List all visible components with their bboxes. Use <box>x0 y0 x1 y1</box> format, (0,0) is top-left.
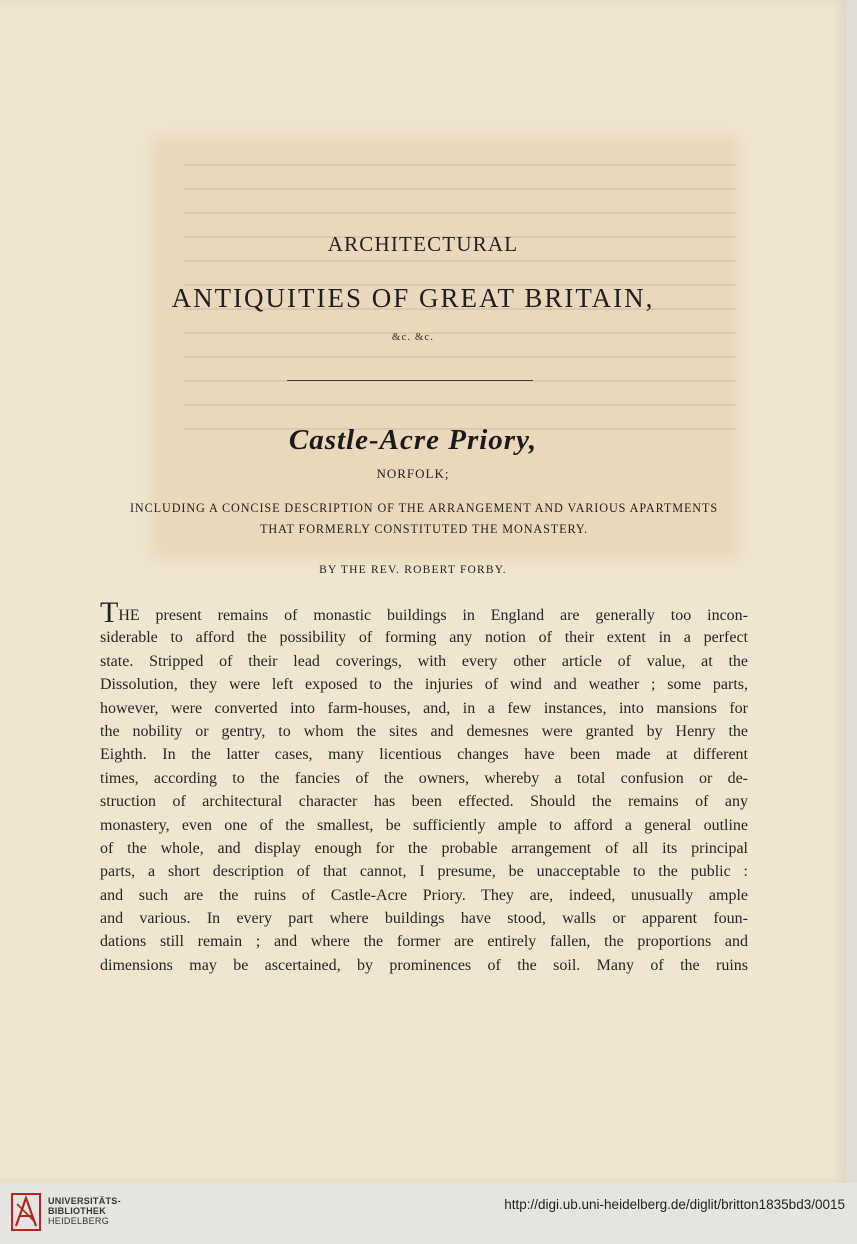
body-line <box>100 954 748 977</box>
body-line <box>100 626 748 649</box>
drop-cap: T <box>100 596 119 629</box>
body-line-text: Dissolution, they were left exposed to the injuries of wind and weather ; some parts, <box>100 676 748 694</box>
including-line-1: INCLUDING A CONCISE DESCRIPTION OF THE ARRANGEMENT AND VARIOUS APARTMENTS <box>129 501 719 515</box>
body-line <box>100 790 748 813</box>
title-antiquities: ANTIQUITIES OF GREAT BRITAIN, <box>171 283 655 313</box>
body-line-text: state. Stripped of their lead coverings, with every other article of value, at the <box>100 652 748 670</box>
source-url-link[interactable]: http://digi.ub.uni-heidelberg.de/diglit/britton1835bd3/0015 <box>504 1197 845 1212</box>
body-line-text: and such are the ruins of Castle-Acre Priory. They are, indeed, unusually ample <box>100 886 748 904</box>
body-line <box>100 884 748 907</box>
footer-bar <box>0 1183 857 1244</box>
title-etc: &c. &c. <box>391 331 435 343</box>
body-text <box>100 596 748 977</box>
page-edge <box>846 0 857 1183</box>
body-line-text: monastery, even one of the smallest, be sufficiently ample to afford a general outline <box>100 816 748 834</box>
divider-rule <box>287 380 533 381</box>
body-line-text: dimensions may be ascertained, by prominences of the soil. Many of the ruins <box>100 956 748 974</box>
body-line-text: parts, a short description of that cannot, I presume, be unacceptable to the public : <box>100 863 748 881</box>
body-line <box>100 930 748 953</box>
body-line-text: the nobility or gentry, to whom the sites and demesnes were granted by Henry the <box>100 722 748 740</box>
body-line-text: times, according to the fancies of the owners, whereby a total confusion or de- <box>100 769 748 787</box>
body-line <box>100 697 748 720</box>
body-line-text: dations still remain ; and where the former are entirely fallen, the proportions and <box>100 933 748 951</box>
body-line <box>100 837 748 860</box>
body-line-text: HE present remains of monastic buildings in England are generally too incon- <box>118 607 748 624</box>
library-line-2: BIBLIOTHEK <box>48 1206 106 1216</box>
body-line <box>100 767 748 790</box>
body-line <box>100 720 748 743</box>
library-logo-icon <box>11 1192 41 1232</box>
body-line-text: however, were converted into farm-houses, and, in a few instances, into mansions for <box>100 699 748 717</box>
body-line <box>100 907 748 930</box>
body-line <box>100 743 748 766</box>
priory-title: Castle-Acre Priory, <box>288 424 538 456</box>
body-line-text: struction of architectural character has been effected. Should the remains of any <box>100 793 748 811</box>
body-line <box>100 814 748 837</box>
body-line-text: Eighth. In the latter cases, many licentious changes have been made at different <box>100 746 748 764</box>
library-line-3: HEIDELBERG <box>48 1216 110 1226</box>
body-line <box>100 596 748 629</box>
body-line <box>100 650 748 673</box>
body-line-text: of the whole, and display enough for the probable arrangement of all its principal <box>100 839 748 857</box>
body-line <box>100 860 748 883</box>
body-line <box>100 673 748 696</box>
county-label: NORFOLK; <box>376 466 450 481</box>
title-architectural: ARCHITECTURAL <box>327 232 519 256</box>
author-line: BY THE REV. ROBERT FORBY. <box>319 564 507 576</box>
including-line-2: THAT FORMERLY CONSTITUTED THE MONASTERY. <box>260 522 588 536</box>
body-line-text: and various. In every part where buildings have stood, walls or apparent foun- <box>100 910 748 928</box>
including-subtitle <box>78 498 770 540</box>
library-name <box>48 1196 121 1226</box>
library-line-1: UNIVERSITÄTS- <box>48 1196 121 1206</box>
body-line-text: siderable to afford the possibility of forming any notion of their extent in a perfect <box>100 629 748 647</box>
